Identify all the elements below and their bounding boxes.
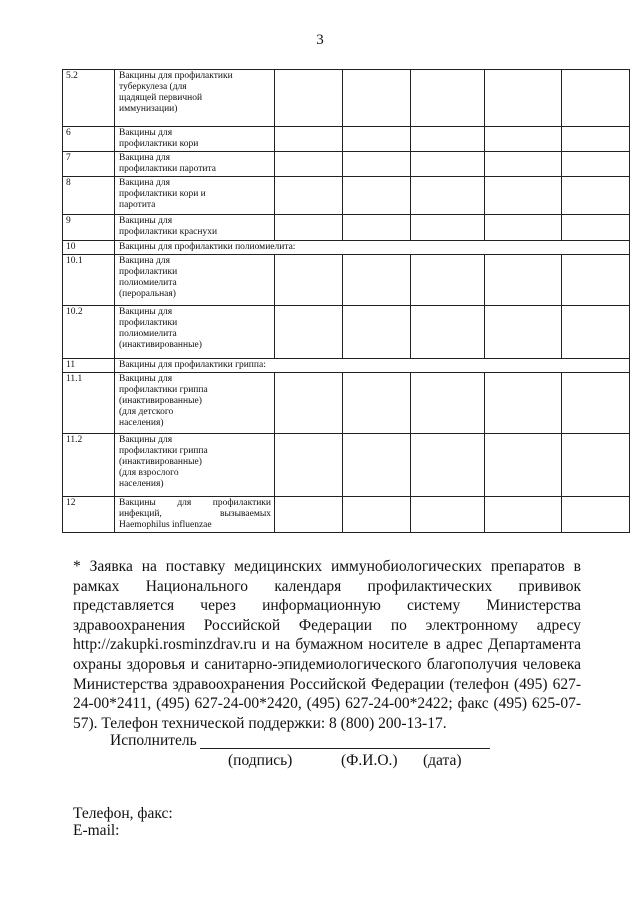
page-number: 3	[316, 32, 324, 48]
empty-cell	[562, 152, 630, 177]
note-line: http://zakupki.rosminzdrav.ru и на бумажном носителе в адрес Департамента	[73, 636, 581, 654]
empty-cell	[411, 177, 485, 215]
vaccine-name-line: инфекций, вызываемых	[119, 509, 271, 519]
row-number: 10.1	[63, 255, 115, 306]
vaccine-name-line: Haemophilus influenzae	[119, 520, 212, 530]
application-note	[73, 557, 581, 733]
table-row	[63, 255, 630, 306]
vaccine-table	[62, 69, 630, 533]
vaccine-name	[115, 497, 275, 533]
empty-cell	[485, 497, 562, 533]
vaccine-name	[115, 255, 275, 306]
empty-cell	[562, 177, 630, 215]
empty-cell	[275, 70, 343, 127]
signature-caption: (подпись)	[228, 752, 293, 769]
empty-cell	[343, 127, 411, 152]
row-number: 10.2	[63, 306, 115, 359]
empty-cell	[411, 70, 485, 127]
vaccine-name	[115, 177, 275, 215]
row-number: 12	[63, 497, 115, 533]
row-number: 6	[63, 127, 115, 152]
row-number: 11.2	[63, 434, 115, 497]
note-line: 57). Телефон технической поддержки: 8 (800) 200-13-17.	[73, 714, 447, 732]
vaccine-name-text: Вакцины для профилактики гриппа (инактивированные) (для взрослого населения)	[119, 435, 208, 489]
vaccine-name-text: Вакцины для профилактики гриппа (инактивированные) (для детского населения)	[119, 374, 208, 428]
row-number: 8	[63, 177, 115, 215]
note-line: рамках Национального календаря профилактических прививок	[73, 577, 581, 595]
empty-cell	[343, 497, 411, 533]
row-number: 10	[63, 241, 115, 255]
empty-cell	[562, 255, 630, 306]
empty-cell	[343, 434, 411, 497]
vaccine-name-text: Вакцины для профилактики полиомиелита (инактивированные)	[119, 307, 202, 350]
empty-cell	[275, 255, 343, 306]
empty-cell	[485, 70, 562, 127]
vaccine-name-text: Вакцины для профилактики туберкулеза (для щадящей первичной иммунизации)	[119, 71, 233, 114]
empty-cell	[275, 306, 343, 359]
vaccine-name	[115, 306, 275, 359]
table-row	[63, 152, 630, 177]
empty-cell	[485, 177, 562, 215]
empty-cell	[485, 373, 562, 434]
note-line: здравоохранения Российской Федерации по электронному адресу	[73, 616, 581, 634]
empty-cell	[411, 434, 485, 497]
table-row	[63, 70, 630, 127]
empty-cell	[275, 152, 343, 177]
empty-cell	[411, 497, 485, 533]
table-row	[63, 306, 630, 359]
vaccine-name	[115, 373, 275, 434]
vaccine-name	[115, 152, 275, 177]
vaccine-name-text: Вакцина для профилактики полиомиелита (пероральная)	[119, 256, 178, 299]
table-row	[63, 127, 630, 152]
empty-cell	[562, 306, 630, 359]
empty-cell	[275, 177, 343, 215]
table-row	[63, 177, 630, 215]
vaccine-name	[115, 434, 275, 497]
note-line: Министерства здравоохранения Российской Федерации (телефон (495) 627-	[73, 675, 581, 693]
empty-cell	[343, 152, 411, 177]
empty-cell	[343, 215, 411, 241]
empty-cell	[343, 70, 411, 127]
empty-cell	[411, 152, 485, 177]
phone-fax-label: Телефон, факс:	[73, 805, 173, 822]
row-number: 5.2	[63, 70, 115, 127]
note-line: * Заявка на поставку медицинских иммунобиологических препаратов в	[73, 558, 581, 575]
fio-caption: (Ф.И.О.)	[341, 752, 398, 769]
empty-cell	[562, 70, 630, 127]
date-caption: (дата)	[423, 752, 462, 769]
empty-cell	[562, 434, 630, 497]
empty-cell	[485, 152, 562, 177]
executor-label: Исполнитель	[110, 732, 197, 749]
vaccine-name-text: Вакцины для профилактики кори	[119, 128, 199, 149]
empty-cell	[343, 177, 411, 215]
email-label: E-mail:	[73, 822, 120, 839]
row-number: 9	[63, 215, 115, 241]
note-line: представляется через информационную систему Министерства	[73, 597, 581, 615]
empty-cell	[485, 215, 562, 241]
empty-cell	[275, 497, 343, 533]
vaccine-name-text: Вакцины для профилактики краснухи	[119, 216, 218, 237]
empty-cell	[562, 127, 630, 152]
empty-cell	[411, 373, 485, 434]
row-number: 11.1	[63, 373, 115, 434]
empty-cell	[343, 306, 411, 359]
empty-cell	[275, 434, 343, 497]
empty-cell	[485, 127, 562, 152]
note-line: 24-00*2411, (495) 627-24-00*2420, (495) 627-24-00*2422; факс (495) 625-07-	[73, 695, 581, 713]
row-number: 7	[63, 152, 115, 177]
table-row	[63, 215, 630, 241]
table-row	[63, 373, 630, 434]
row-number: 11	[63, 359, 115, 373]
table-row	[63, 241, 630, 255]
vaccine-name-line: Вакцины для профилактики	[119, 498, 271, 508]
empty-cell	[411, 306, 485, 359]
empty-cell	[275, 373, 343, 434]
empty-cell	[562, 497, 630, 533]
empty-cell	[275, 215, 343, 241]
vaccine-name	[115, 215, 275, 241]
vaccine-name-text: Вакцина для профилактики паротита	[119, 153, 216, 174]
table-row	[63, 359, 630, 373]
group-label: Вакцины для профилактики гриппа:	[115, 359, 630, 373]
note-line: охраны здоровья и санитарно-эпидемиологического благополучия человека	[73, 655, 581, 673]
empty-cell	[411, 255, 485, 306]
empty-cell	[343, 255, 411, 306]
vaccine-name-text: Вакцина для профилактики кори и паротита	[119, 178, 206, 210]
group-label: Вакцины для профилактики полиомиелита:	[115, 241, 630, 255]
empty-cell	[562, 215, 630, 241]
empty-cell	[562, 373, 630, 434]
signature-line	[200, 748, 490, 749]
table-row	[63, 434, 630, 497]
vaccine-name	[115, 127, 275, 152]
empty-cell	[343, 373, 411, 434]
empty-cell	[411, 215, 485, 241]
table-row	[63, 497, 630, 533]
vaccine-name	[115, 70, 275, 127]
empty-cell	[485, 255, 562, 306]
empty-cell	[485, 306, 562, 359]
empty-cell	[485, 434, 562, 497]
empty-cell	[275, 127, 343, 152]
empty-cell	[411, 127, 485, 152]
